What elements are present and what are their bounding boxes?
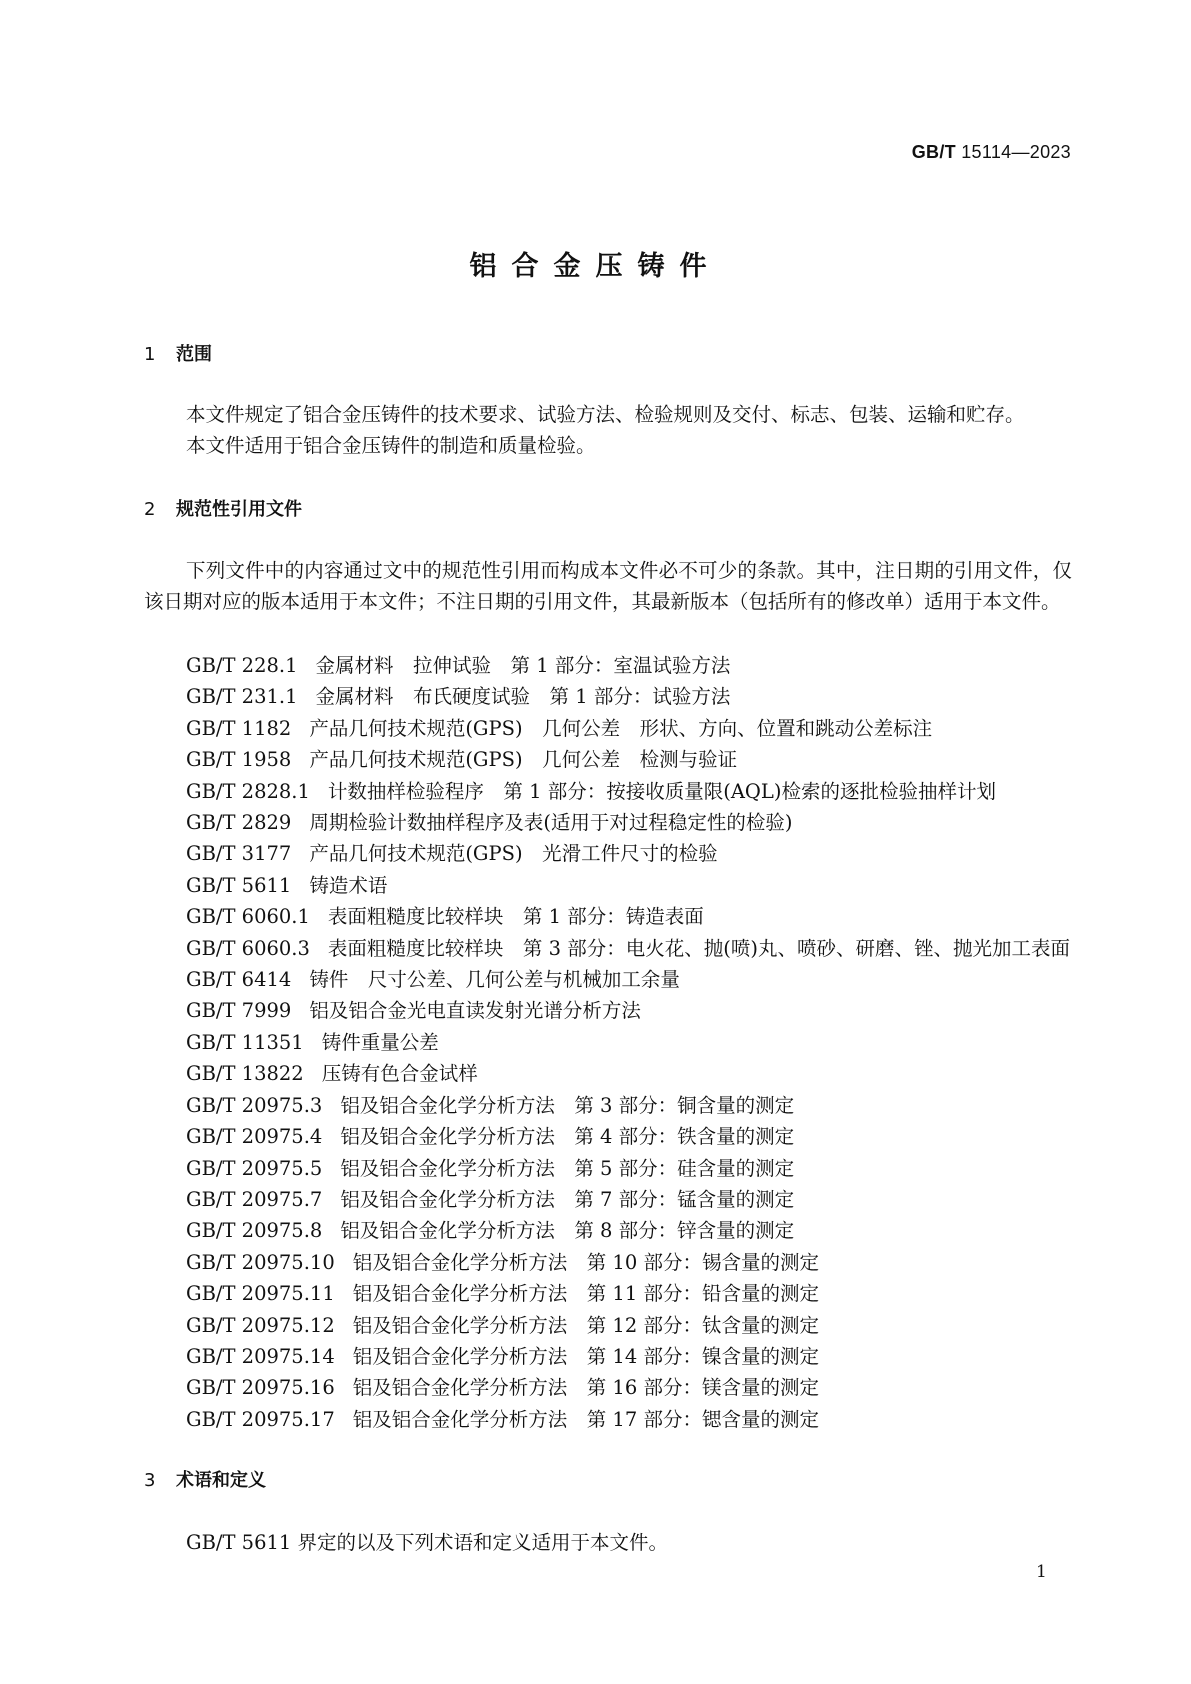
- reference-title: 铝及铝合金化学分析方法 第 16 部分：镁含量的测定: [352, 1376, 819, 1400]
- reference-title: 周期检验计数抽样程序及表(适用于对过程稳定性的检验): [309, 811, 793, 835]
- reference-item: [186, 995, 1070, 1026]
- reference-item: [186, 1372, 1070, 1403]
- reference-code: GB/T 1182: [186, 716, 292, 740]
- reference-code: GB/T 6414: [186, 968, 292, 992]
- reference-title: 铸造术语: [309, 873, 388, 897]
- reference-code: GB/T 6060.3: [186, 936, 310, 960]
- reference-item: [186, 964, 1070, 995]
- reference-item: [186, 776, 1070, 807]
- reference-title: 铝及铝合金化学分析方法 第 11 部分：铅含量的测定: [352, 1282, 819, 1306]
- paragraph: GB/T 5611 界定的以及下列术语和定义适用于本文件。: [186, 1531, 669, 1554]
- reference-item: [186, 1121, 1070, 1152]
- reference-code: GB/T 231.1: [186, 685, 298, 709]
- reference-item: [186, 870, 1070, 901]
- section-title: 范围: [176, 344, 212, 365]
- reference-code: GB/T 20975.16: [186, 1376, 335, 1400]
- reference-code: GB/T 20975.4: [186, 1125, 323, 1149]
- standard-code: [912, 142, 1071, 163]
- reference-title: 铝及铝合金化学分析方法 第 12 部分：钛含量的测定: [352, 1313, 819, 1337]
- section-title: 规范性引用文件: [176, 499, 302, 520]
- reference-title: 铸件 尺寸公差、几何公差与机械加工余量: [309, 968, 680, 992]
- reference-code: GB/T 1958: [186, 748, 292, 772]
- reference-item: [186, 1215, 1070, 1246]
- reference-title: 铝及铝合金化学分析方法 第 4 部分：铁含量的测定: [340, 1125, 795, 1149]
- page-number: 1: [1036, 1562, 1047, 1582]
- reference-code: GB/T 3177: [186, 842, 292, 866]
- reference-code: GB/T 20975.14: [186, 1344, 335, 1368]
- reference-item: [186, 650, 1070, 681]
- reference-item: [186, 744, 1070, 775]
- reference-code: GB/T 5611: [186, 873, 292, 897]
- reference-title: 产品几何技术规范(GPS) 光滑工件尺寸的检验: [309, 842, 718, 866]
- reference-item: [186, 713, 1070, 744]
- reference-title: 铝及铝合金光电直读发射光谱分析方法: [309, 999, 641, 1023]
- reference-item: [186, 1027, 1070, 1058]
- reference-code: GB/T 13822: [186, 1062, 304, 1086]
- reference-item: [186, 1310, 1070, 1341]
- reference-code: GB/T 2829: [186, 811, 292, 835]
- reference-title: 产品几何技术规范(GPS) 几何公差 检测与验证: [309, 748, 738, 772]
- reference-title: 表面粗糙度比较样块 第 1 部分：铸造表面: [327, 905, 704, 929]
- reference-code: GB/T 20975.7: [186, 1187, 323, 1211]
- normative-references-list: [186, 650, 1070, 1435]
- reference-code: GB/T 20975.8: [186, 1219, 323, 1243]
- reference-item: [186, 1058, 1070, 1089]
- paragraph: 本文件适用于铝合金压铸件的制造和质量检验。: [186, 434, 596, 457]
- reference-item: [186, 807, 1070, 838]
- reference-item: [186, 1090, 1070, 1121]
- reference-item: [186, 1341, 1070, 1372]
- reference-item: [186, 901, 1070, 932]
- reference-title: 产品几何技术规范(GPS) 几何公差 形状、方向、位置和跳动公差标注: [309, 716, 933, 740]
- reference-item: [186, 1247, 1070, 1278]
- reference-item: [186, 1184, 1070, 1215]
- reference-title: 铝及铝合金化学分析方法 第 5 部分：硅含量的测定: [340, 1156, 795, 1180]
- reference-code: GB/T 6060.1: [186, 905, 310, 929]
- reference-code: GB/T 228.1: [186, 654, 298, 677]
- reference-title: 铝及铝合金化学分析方法 第 10 部分：锡含量的测定: [352, 1250, 819, 1274]
- reference-code: GB/T 2828.1: [186, 779, 310, 803]
- reference-title: 铸件重量公差: [321, 1030, 439, 1054]
- reference-code: GB/T 20975.10: [186, 1250, 335, 1274]
- section-heading-2: [144, 495, 302, 521]
- reference-item: [186, 838, 1070, 869]
- section-heading-1: [144, 340, 212, 366]
- paragraph: 本文件规定了铝合金压铸件的技术要求、试验方法、检验规则及交付、标志、包装、运输和贮存。: [186, 403, 1025, 426]
- reference-item: [186, 1153, 1070, 1184]
- reference-code: GB/T 20975.17: [186, 1407, 335, 1431]
- standard-number: 15114—2023: [961, 142, 1071, 162]
- reference-item: [186, 1404, 1070, 1435]
- reference-code: GB/T 20975.3: [186, 1093, 323, 1117]
- reference-title: 金属材料 布氏硬度试验 第 1 部分：试验方法: [315, 685, 731, 709]
- reference-code: GB/T 20975.11: [186, 1282, 335, 1306]
- section-heading-3: [144, 1466, 266, 1492]
- reference-title: 铝及铝合金化学分析方法 第 8 部分：锌含量的测定: [340, 1219, 795, 1243]
- document-title: 铝合金压铸件: [469, 251, 722, 282]
- reference-item: [186, 1278, 1070, 1309]
- standard-prefix: GB/T: [911, 142, 956, 162]
- reference-title: 金属材料 拉伸试验 第 1 部分：室温试验方法: [315, 654, 731, 677]
- section-title: 术语和定义: [176, 1470, 266, 1491]
- section-number: 1: [144, 344, 156, 365]
- reference-title: 表面粗糙度比较样块 第 3 部分：电火花、抛(喷)丸、喷砂、研磨、锉、抛光加工表面: [327, 936, 1070, 960]
- reference-title: 铝及铝合金化学分析方法 第 17 部分：锶含量的测定: [352, 1407, 819, 1431]
- section-number: 2: [144, 499, 156, 520]
- reference-title: 铝及铝合金化学分析方法 第 14 部分：镍含量的测定: [352, 1344, 819, 1368]
- reference-code: GB/T 7999: [186, 999, 292, 1023]
- reference-code: GB/T 20975.12: [186, 1313, 335, 1337]
- reference-title: 铝及铝合金化学分析方法 第 7 部分：锰含量的测定: [340, 1187, 795, 1211]
- reference-item: [186, 681, 1070, 712]
- reference-item: [186, 933, 1070, 964]
- reference-title: 计数抽样检验程序 第 1 部分：按接收质量限(AQL)检索的逐批检验抽样计划: [327, 779, 996, 803]
- reference-code: GB/T 11351: [186, 1030, 304, 1054]
- reference-title: 压铸有色合金试样: [321, 1062, 478, 1086]
- reference-title: 铝及铝合金化学分析方法 第 3 部分：铜含量的测定: [340, 1093, 795, 1117]
- paragraph: 下列文件中的内容通过文中的规范性引用而构成本文件必不可少的条款。其中，注日期的引用文件，仅该日期对应的版本适用于本文件；不注日期的引用文件，其最新版本（包括所有的修改单）适用于本文件。: [144, 559, 1072, 614]
- reference-code: GB/T 20975.5: [186, 1156, 323, 1180]
- section-number: 3: [144, 1470, 156, 1491]
